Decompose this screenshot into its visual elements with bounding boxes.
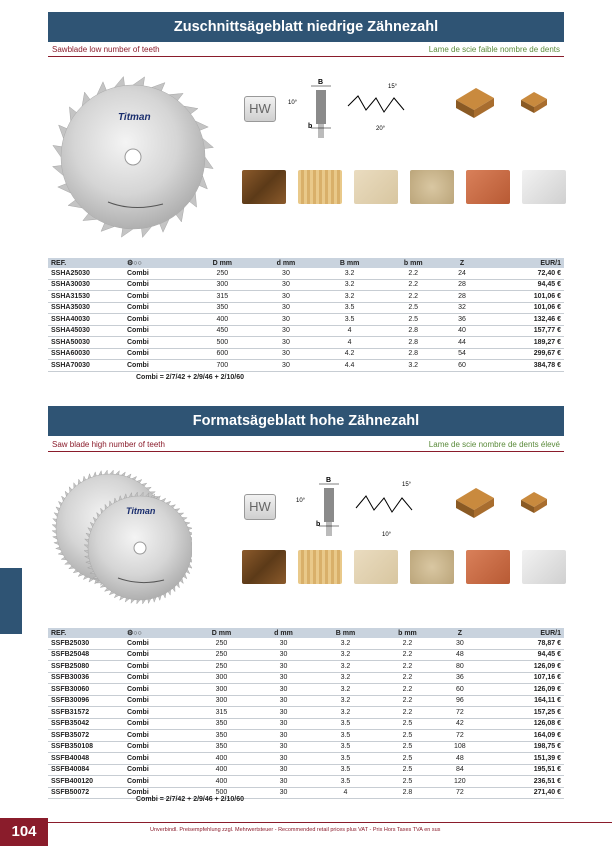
cell-D: 250 bbox=[215, 651, 228, 659]
cell-Z: 48 bbox=[455, 651, 464, 659]
cell-Z: 60 bbox=[458, 361, 466, 369]
table-header-2 bbox=[48, 628, 564, 638]
section1-subtitle-fr: Lame de scie faible nombre de dents bbox=[428, 45, 560, 54]
cell-type: Combi bbox=[127, 674, 149, 682]
cell-price: 271,40 € bbox=[533, 789, 561, 797]
cell-d: 30 bbox=[279, 708, 288, 716]
cell-ref: SSFB50072 bbox=[51, 789, 90, 797]
cell-price: 126,08 € bbox=[533, 720, 561, 728]
cell-d: 30 bbox=[279, 662, 288, 670]
cell-d: 30 bbox=[279, 697, 288, 705]
table-row bbox=[48, 776, 564, 788]
cell-d: 30 bbox=[282, 292, 290, 300]
hw-carbide-badge-2: HW bbox=[244, 494, 276, 520]
col-Z-2: Z bbox=[457, 629, 462, 637]
cell-b: 2.8 bbox=[408, 350, 419, 358]
cell-D: 350 bbox=[216, 304, 229, 312]
cell-b: 2.5 bbox=[402, 766, 413, 774]
cell-ref: SSFB35042 bbox=[51, 720, 90, 728]
angle-10-label-2: 10° bbox=[296, 498, 306, 504]
cell-D: 250 bbox=[215, 662, 228, 670]
material-chipboard-swatch-2 bbox=[410, 550, 454, 584]
cell-ref: SSFB25080 bbox=[51, 662, 90, 670]
cell-B: 3.2 bbox=[340, 662, 351, 670]
cell-b: 2.2 bbox=[402, 651, 413, 659]
cell-price: 189,27 € bbox=[533, 338, 561, 346]
cell-price: 78,87 € bbox=[537, 639, 561, 647]
cell-type: Combi bbox=[127, 304, 149, 312]
cell-ref: SSFB350108 bbox=[51, 743, 94, 751]
cell-B: 4 bbox=[343, 789, 348, 797]
table-row bbox=[48, 279, 564, 291]
cell-B: 3.2 bbox=[340, 674, 351, 682]
cell-ref: SSHA25030 bbox=[51, 269, 90, 277]
cell-Z: 30 bbox=[455, 639, 464, 647]
cell-price: 126,09 € bbox=[533, 685, 561, 693]
cell-B: 3.5 bbox=[344, 315, 355, 323]
cell-price: 101,06 € bbox=[533, 304, 561, 312]
cell-type: Combi bbox=[127, 361, 149, 369]
cell-Z: 120 bbox=[454, 777, 466, 785]
cell-b: 2.2 bbox=[402, 674, 413, 682]
cell-D: 400 bbox=[215, 754, 228, 762]
col-B: B mm bbox=[339, 259, 360, 267]
cell-b: 2.2 bbox=[402, 662, 413, 670]
rip-cut-icon-2 bbox=[518, 488, 550, 516]
material-laminate-swatch bbox=[466, 170, 510, 204]
cell-D: 300 bbox=[215, 697, 228, 705]
cell-price: 151,39 € bbox=[533, 754, 561, 762]
cell-b: 2.2 bbox=[402, 708, 413, 716]
cell-ref: SSFB30060 bbox=[51, 685, 90, 693]
table-row bbox=[48, 360, 564, 372]
cell-Z: 96 bbox=[455, 697, 464, 705]
cell-b: 2.2 bbox=[402, 697, 413, 705]
rip-cut-icon bbox=[518, 88, 550, 116]
product-table-high-teeth bbox=[48, 628, 564, 799]
cell-b: 2.5 bbox=[402, 743, 413, 751]
cell-price: 299,67 € bbox=[533, 350, 561, 358]
col-ref-2: REF. bbox=[51, 629, 67, 637]
cell-B: 3.5 bbox=[340, 754, 351, 762]
table-row bbox=[48, 314, 564, 326]
blade-brand-logo-2: Titman bbox=[126, 506, 156, 516]
cell-type: Combi bbox=[127, 789, 149, 797]
cell-B: 3.2 bbox=[340, 639, 351, 647]
material-melamine-swatch-2 bbox=[522, 550, 566, 584]
footer-rule bbox=[48, 822, 612, 823]
cell-Z: 108 bbox=[454, 743, 466, 751]
product-table-low-teeth bbox=[48, 258, 564, 372]
table-row bbox=[48, 764, 564, 776]
cell-price: 236,51 € bbox=[533, 777, 561, 785]
cell-ref: SSHA50030 bbox=[51, 338, 90, 346]
cell-price: 384,78 € bbox=[533, 361, 561, 369]
blade-brand-logo: Titman bbox=[118, 112, 151, 123]
cell-B: 3.5 bbox=[340, 743, 351, 751]
cell-type: Combi bbox=[127, 766, 149, 774]
cell-d: 30 bbox=[279, 731, 288, 739]
cell-D: 315 bbox=[215, 708, 228, 716]
footer-price-note: Unverbindl. Preisempfehlung zzgl. Mehrwertsteuer - Recommended retail prices plus VAT - Prix Hors Taxes TVA en sus bbox=[150, 827, 441, 833]
angle-15-label: 15° bbox=[388, 84, 398, 90]
cell-d: 30 bbox=[282, 361, 290, 369]
cell-b: 2.8 bbox=[408, 338, 419, 346]
cell-ref: SSHA70030 bbox=[51, 361, 90, 369]
cell-Z: 72 bbox=[455, 789, 464, 797]
table-row bbox=[48, 325, 564, 337]
cell-type: Combi bbox=[127, 662, 149, 670]
cell-type: Combi bbox=[127, 777, 149, 785]
cell-Z: 54 bbox=[458, 350, 466, 358]
cell-ref: SSFB31572 bbox=[51, 708, 90, 716]
cell-type: Combi bbox=[127, 754, 149, 762]
col-D: D mm bbox=[212, 259, 233, 267]
sawblade-pair-image bbox=[52, 462, 192, 612]
cell-D: 350 bbox=[215, 720, 228, 728]
cell-price: 101,06 € bbox=[533, 292, 561, 300]
cell-b: 2.5 bbox=[402, 754, 413, 762]
cell-ref: SSFB30036 bbox=[51, 674, 90, 682]
cell-price: 157,25 € bbox=[533, 708, 561, 716]
cell-Z: 42 bbox=[455, 720, 464, 728]
cell-b: 2.2 bbox=[402, 639, 413, 647]
cell-Z: 28 bbox=[458, 281, 466, 289]
cell-D: 250 bbox=[215, 639, 228, 647]
cell-ref: SSFB35072 bbox=[51, 731, 90, 739]
cell-price: 126,09 € bbox=[533, 662, 561, 670]
table-row bbox=[48, 684, 564, 696]
cell-type: Combi bbox=[127, 350, 149, 358]
cell-b: 2.2 bbox=[408, 292, 419, 300]
cell-type: Combi bbox=[127, 281, 149, 289]
table-row bbox=[48, 348, 564, 360]
cell-ref: SSFB40048 bbox=[51, 754, 90, 762]
material-plywood-swatch-2 bbox=[354, 550, 398, 584]
cell-ref: SSFB30096 bbox=[51, 697, 90, 705]
material-softwood-swatch-2 bbox=[298, 550, 342, 584]
col-tooth-shape bbox=[124, 258, 190, 268]
cell-d: 30 bbox=[279, 766, 288, 774]
angle-15-label-2: 15° bbox=[402, 482, 412, 488]
cell-type: Combi bbox=[127, 685, 149, 693]
cross-cut-icon-2 bbox=[450, 480, 498, 522]
sawblade-image bbox=[48, 62, 218, 252]
cell-ref: SSHA31530 bbox=[51, 292, 90, 300]
cell-d: 30 bbox=[282, 281, 290, 289]
cell-price: 157,77 € bbox=[533, 327, 561, 335]
cell-type: Combi bbox=[127, 731, 149, 739]
cell-b: 3.2 bbox=[408, 361, 419, 369]
cell-ref: SSHA45030 bbox=[51, 327, 90, 335]
cell-b: 2.5 bbox=[408, 315, 419, 323]
cell-price: 132,46 € bbox=[533, 315, 561, 323]
cell-d: 30 bbox=[282, 327, 290, 335]
cell-Z: 24 bbox=[458, 269, 466, 277]
cell-Z: 60 bbox=[455, 685, 464, 693]
cell-ref: SSFB40084 bbox=[51, 766, 90, 774]
cell-D: 350 bbox=[215, 743, 228, 751]
angle-10b-label-2: 10° bbox=[382, 532, 392, 538]
tooth-shape-icon-2: ⚙○○ bbox=[127, 630, 142, 637]
cell-Z: 36 bbox=[455, 674, 464, 682]
angle-10-label: 10° bbox=[288, 100, 298, 106]
table-row bbox=[48, 302, 564, 314]
section1-subtitle-en: Sawblade low number of teeth bbox=[52, 45, 160, 54]
table-row bbox=[48, 291, 564, 303]
cell-ref: SSFB25030 bbox=[51, 639, 90, 647]
combi-note-2: Combi = 2/7/42 + 2/9/46 + 2/10/60 bbox=[136, 796, 244, 803]
col-ref: REF. bbox=[51, 259, 67, 267]
cell-price: 164,11 € bbox=[534, 697, 561, 705]
section2-title: Formatsägeblatt hohe Zähnezahl bbox=[48, 406, 564, 436]
cell-D: 315 bbox=[216, 292, 229, 300]
cell-D: 300 bbox=[216, 281, 229, 289]
dimension-B-label-2: B bbox=[326, 477, 332, 484]
cell-Z: 28 bbox=[458, 292, 466, 300]
cell-type: Combi bbox=[127, 338, 149, 346]
cell-B: 3.2 bbox=[340, 651, 351, 659]
cell-ref: SSHA60030 bbox=[51, 350, 90, 358]
cell-price: 107,16 € bbox=[533, 674, 561, 682]
cell-D: 400 bbox=[215, 766, 228, 774]
cell-type: Combi bbox=[127, 639, 149, 647]
chapter-tab bbox=[0, 568, 22, 634]
cell-D: 400 bbox=[215, 777, 228, 785]
material-laminate-swatch-2 bbox=[466, 550, 510, 584]
cell-ref: SSFB25048 bbox=[51, 651, 90, 659]
material-melamine-swatch bbox=[522, 170, 566, 204]
section2-subtitle-bar bbox=[48, 439, 564, 452]
col-price: EUR/1 bbox=[540, 259, 561, 267]
cell-d: 30 bbox=[282, 304, 290, 312]
cell-type: Combi bbox=[127, 292, 149, 300]
cell-D: 500 bbox=[216, 338, 229, 346]
cell-b: 2.5 bbox=[408, 304, 419, 312]
cell-type: Combi bbox=[127, 269, 149, 277]
cell-Z: 36 bbox=[458, 315, 466, 323]
cell-b: 2.2 bbox=[408, 269, 419, 277]
cell-d: 30 bbox=[279, 651, 288, 659]
cell-b: 2.8 bbox=[408, 327, 419, 335]
table-row bbox=[48, 787, 564, 799]
cell-type: Combi bbox=[127, 708, 149, 716]
table-row bbox=[48, 707, 564, 719]
cell-ref: SSHA35030 bbox=[51, 304, 90, 312]
cell-D: 600 bbox=[216, 350, 229, 358]
table-row bbox=[48, 638, 564, 649]
cell-B: 3.5 bbox=[344, 304, 355, 312]
cell-b: 2.5 bbox=[402, 777, 413, 785]
cell-price: 94,45 € bbox=[537, 281, 561, 289]
cell-price: 164,09 € bbox=[533, 731, 561, 739]
table-row bbox=[48, 695, 564, 707]
table-row bbox=[48, 730, 564, 742]
section2-subtitle-fr: Lame de scie nombre de dents élevé bbox=[428, 440, 560, 449]
table-header bbox=[48, 258, 564, 268]
cell-B: 3.5 bbox=[340, 777, 351, 785]
cell-Z: 44 bbox=[458, 338, 466, 346]
col-d-2: d mm bbox=[274, 629, 293, 637]
col-B-2: B mm bbox=[335, 629, 356, 637]
table-row bbox=[48, 337, 564, 349]
cell-ref: SSFB400120 bbox=[51, 777, 94, 785]
cell-type: Combi bbox=[127, 315, 149, 323]
table-row bbox=[48, 718, 564, 730]
cell-D: 300 bbox=[215, 685, 228, 693]
table-row bbox=[48, 741, 564, 753]
cell-type: Combi bbox=[127, 743, 149, 751]
material-softwood-swatch bbox=[298, 170, 342, 204]
cell-d: 30 bbox=[282, 350, 290, 358]
hw-carbide-badge: HW bbox=[244, 96, 276, 122]
table-row bbox=[48, 268, 564, 279]
dimension-b-label: b bbox=[308, 123, 313, 130]
section1-subtitle-bar bbox=[48, 44, 564, 57]
cell-Z: 84 bbox=[455, 766, 464, 774]
cell-Z: 40 bbox=[458, 327, 466, 335]
cell-D: 250 bbox=[216, 269, 229, 277]
cell-d: 30 bbox=[279, 777, 288, 785]
cell-D: 350 bbox=[215, 731, 228, 739]
cell-D: 400 bbox=[216, 315, 229, 323]
table-row bbox=[48, 661, 564, 673]
cell-D: 700 bbox=[216, 361, 229, 369]
page-number: 104 bbox=[0, 818, 48, 846]
cell-type: Combi bbox=[127, 697, 149, 705]
cell-d: 30 bbox=[279, 674, 288, 682]
cell-ref: SSHA30030 bbox=[51, 281, 90, 289]
cell-type: Combi bbox=[127, 720, 149, 728]
cell-d: 30 bbox=[279, 789, 288, 797]
tooth-shape-icon: ⚙○○ bbox=[127, 260, 142, 267]
cell-Z: 32 bbox=[458, 304, 466, 312]
angle-20-label: 20° bbox=[376, 126, 386, 132]
cell-price: 94,45 € bbox=[537, 651, 561, 659]
cell-d: 30 bbox=[282, 338, 290, 346]
cell-B: 3.2 bbox=[344, 281, 355, 289]
material-plywood-swatch bbox=[354, 170, 398, 204]
combi-note: Combi = 2/7/42 + 2/9/46 + 2/10/60 bbox=[136, 374, 244, 381]
cell-d: 30 bbox=[279, 720, 288, 728]
dimension-b-label-2: b bbox=[316, 521, 321, 528]
col-price-2: EUR/1 bbox=[540, 629, 561, 637]
col-tooth-shape-2 bbox=[124, 628, 190, 638]
cross-cut-icon bbox=[450, 80, 498, 122]
cell-d: 30 bbox=[279, 639, 288, 647]
cell-B: 4 bbox=[347, 338, 352, 346]
col-Z: Z bbox=[459, 259, 465, 267]
cell-Z: 72 bbox=[455, 708, 464, 716]
material-hardwood-swatch-2 bbox=[242, 550, 286, 584]
section1-title: Zuschnittsägeblatt niedrige Zähnezahl bbox=[48, 12, 564, 42]
cell-d: 30 bbox=[282, 269, 290, 277]
cell-type: Combi bbox=[127, 327, 149, 335]
cell-d: 30 bbox=[279, 743, 288, 751]
col-b: b mm bbox=[403, 259, 423, 267]
cell-B: 3.2 bbox=[340, 697, 351, 705]
material-chipboard-swatch bbox=[410, 170, 454, 204]
table-row bbox=[48, 753, 564, 765]
cell-B: 4.2 bbox=[344, 350, 355, 358]
tooth-geometry-diagram bbox=[286, 76, 416, 138]
cell-price: 72,40 € bbox=[537, 269, 561, 277]
dimension-B-label: B bbox=[318, 79, 324, 86]
cell-price: 198,75 € bbox=[533, 743, 561, 751]
cell-d: 30 bbox=[279, 754, 288, 762]
cell-D: 500 bbox=[215, 789, 228, 797]
cell-b: 2.2 bbox=[402, 685, 413, 693]
material-hardwood-swatch bbox=[242, 170, 286, 204]
cell-Z: 72 bbox=[455, 731, 464, 739]
cell-b: 2.8 bbox=[402, 789, 413, 797]
cell-B: 3.2 bbox=[340, 685, 351, 693]
col-D-2: D mm bbox=[211, 629, 232, 637]
cell-b: 2.2 bbox=[408, 281, 419, 289]
cell-B: 3.2 bbox=[344, 292, 355, 300]
cell-b: 2.5 bbox=[402, 731, 413, 739]
cell-type: Combi bbox=[127, 651, 149, 659]
cell-B: 3.5 bbox=[340, 731, 351, 739]
cell-D: 300 bbox=[215, 674, 228, 682]
cell-D: 450 bbox=[216, 327, 229, 335]
cell-b: 2.5 bbox=[402, 720, 413, 728]
cell-d: 30 bbox=[282, 315, 290, 323]
table-row bbox=[48, 672, 564, 684]
cell-Z: 48 bbox=[455, 754, 464, 762]
section2-subtitle-en: Saw blade high number of teeth bbox=[52, 440, 165, 449]
cell-B: 3.2 bbox=[344, 269, 355, 277]
cell-ref: SSHA40030 bbox=[51, 315, 90, 323]
cell-B: 3.5 bbox=[340, 766, 351, 774]
cell-Z: 80 bbox=[455, 662, 464, 670]
tooth-geometry-diagram-2 bbox=[290, 474, 426, 542]
cell-price: 195,51 € bbox=[533, 766, 561, 774]
col-d: d mm bbox=[276, 259, 296, 267]
cell-d: 30 bbox=[279, 685, 288, 693]
cell-B: 4.4 bbox=[344, 361, 355, 369]
cell-B: 3.5 bbox=[340, 720, 351, 728]
cell-B: 3.2 bbox=[340, 708, 351, 716]
table-row bbox=[48, 649, 564, 661]
col-b-2: b mm bbox=[398, 629, 417, 637]
cell-B: 4 bbox=[347, 327, 352, 335]
